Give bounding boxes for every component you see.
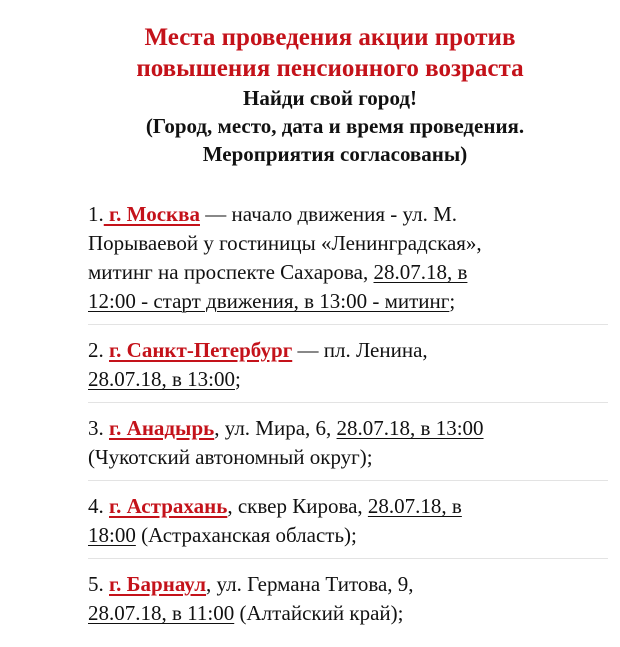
entry-text: — начало движения - ул. М. [199, 202, 457, 226]
city-link-anadyr[interactable]: г. Анадырь [109, 416, 215, 440]
entry-line [88, 229, 608, 258]
entry-text: , сквер Кирова, [227, 494, 368, 518]
entry-text: , ул. Германа Титова, 9, [206, 572, 414, 596]
list-item-astrakhan [88, 492, 608, 559]
page-title-line-1: Места проведения акции против [144, 24, 516, 51]
entry-text: митинг на проспекте Сахарова, [88, 260, 374, 284]
subtitle-line-2: (Город, место, дата и время проведения. [145, 114, 525, 138]
entry-text: (Чукотский автономный округ); [88, 445, 373, 469]
entry-line [88, 443, 608, 472]
entry-line [88, 599, 608, 628]
entry-number: 4. [88, 494, 109, 518]
event-date: 28.07.18, в 13:00 [88, 367, 235, 391]
event-date: 28.07.18, в 11:00 [88, 601, 235, 625]
list-item-moscow [88, 200, 608, 325]
entry-line [88, 570, 608, 599]
list-item-anadyr [88, 414, 608, 481]
entry-line [88, 200, 608, 229]
entry-line [88, 287, 608, 316]
entry-line [88, 414, 608, 443]
entry-line [88, 258, 608, 287]
event-list [88, 200, 608, 647]
entry-text: — пл. Ленина, [292, 338, 428, 362]
entry-text: ; [449, 289, 456, 313]
event-time: 12:00 - старт движения, в 13:00 - митинг [88, 289, 450, 313]
entry-text: (Алтайский край); [234, 601, 404, 625]
entry-line [88, 492, 608, 521]
event-date: 28.07.18, в [367, 494, 462, 518]
entry-number: 3. [88, 416, 109, 440]
entry-number: 1. [88, 202, 104, 226]
city-link-astrakhan[interactable]: г. Астрахань [109, 494, 228, 518]
entry-number: 2. [88, 338, 109, 362]
city-link-moscow[interactable]: г. Москва [103, 202, 200, 226]
entry-text: (Астраханская область); [135, 523, 357, 547]
entry-text: Порываевой у гостиницы «Ленинградская», [88, 231, 482, 255]
subtitle-line-3: Мероприятия согласованы) [202, 142, 468, 166]
entry-line [88, 365, 608, 394]
city-link-barnaul[interactable]: г. Барнаул [109, 572, 207, 596]
entry-line [88, 521, 608, 550]
event-date: 28.07.18, в 13:00 [336, 416, 484, 440]
page-title-line-2: повышения пенсионного возраста [136, 55, 524, 82]
entry-text: ; [235, 367, 241, 391]
entry-line [88, 336, 608, 365]
subtitle-line-1: Найди свой город! [243, 86, 417, 110]
list-item-saint-petersburg [88, 336, 608, 403]
entry-number: 5. [88, 572, 109, 596]
event-date: 28.07.18, в [373, 260, 468, 284]
page-header [0, 22, 620, 168]
event-time: 18:00 [88, 523, 136, 547]
list-item-barnaul [88, 570, 608, 636]
entry-text: , ул. Мира, 6, [214, 416, 337, 440]
city-link-saint-petersburg[interactable]: г. Санкт-Петербург [109, 338, 293, 362]
